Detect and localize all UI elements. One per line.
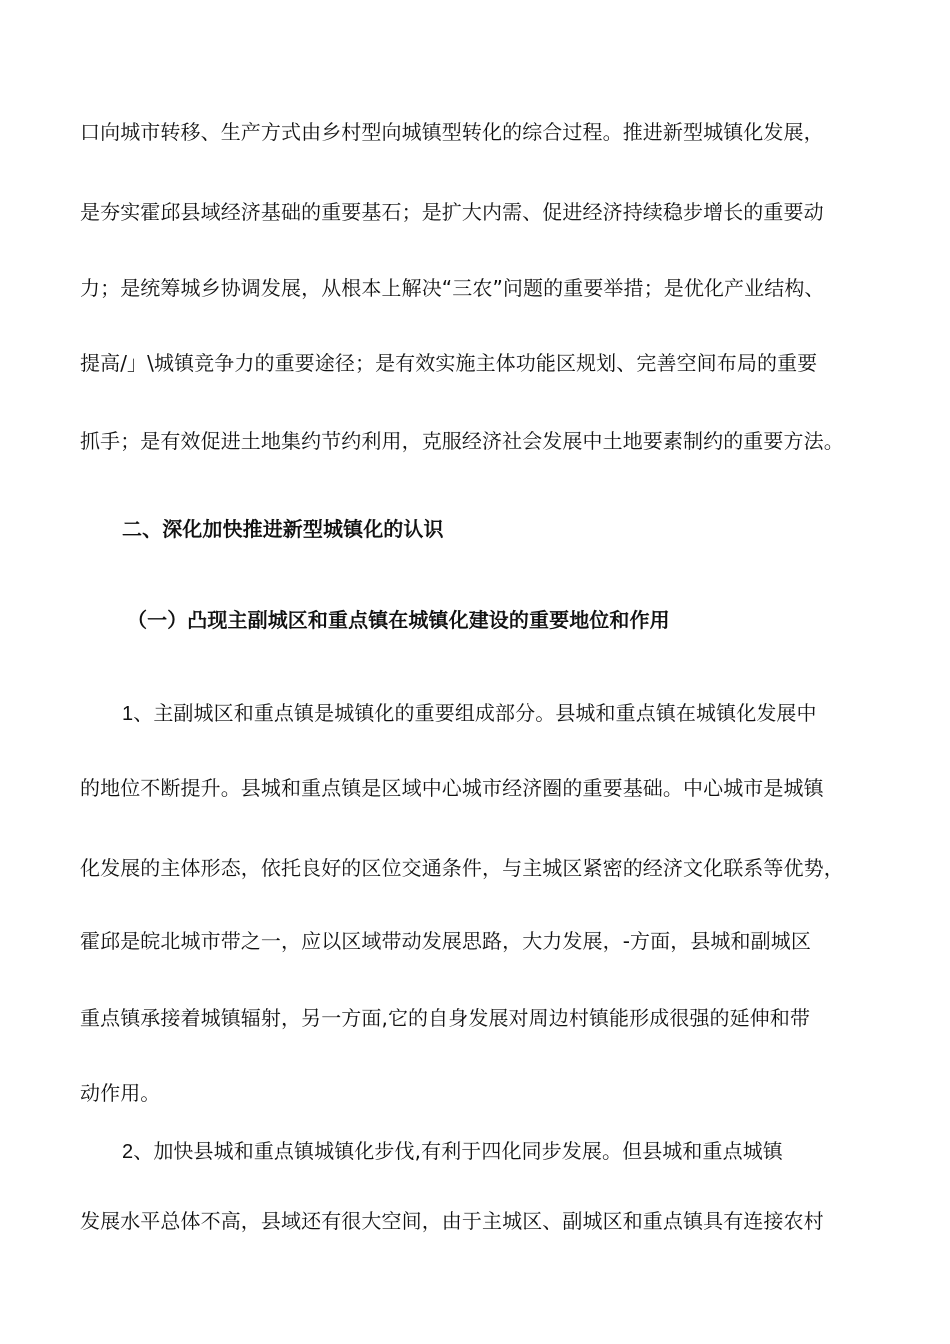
subsection-heading: （一）凸现主副城区和重点镇在城镇化建设的重要地位和作用 <box>127 608 670 632</box>
list-item-text: 、主副城区和重点镇是城镇化的重要组成部分。县城和重点镇在城镇化发展中 <box>133 701 817 725</box>
paragraph-line: 的地位不断提升。县城和重点镇是区域中心城市经济圈的重要基础。中心城市是城镇 <box>80 776 824 800</box>
paragraph-line: 是夯实霍邱县域经济基础的重要基石；是扩大内需、促进经济持续稳步增长的重要动 <box>80 200 824 224</box>
list-item-text: 、加快县城和重点镇城镇化步伐,有利于四化同步发展。但县城和重点城镇 <box>133 1139 783 1163</box>
paragraph-line: 动作用。 <box>80 1081 161 1105</box>
section-heading: 二、深化加快推进新型城镇化的认识 <box>122 517 444 541</box>
list-item-number: 1 <box>122 703 134 725</box>
paragraph-line: 重点镇承接着城镇辐射，另一方面,它的自身发展对周边村镇能形成很强的延伸和带 <box>80 1006 811 1030</box>
list-item-number: 2 <box>122 1141 134 1163</box>
list-item-first-line <box>122 700 922 727</box>
paragraph-line: 化发展的主体形态，依托良好的区位交通条件，与主城区紧密的经济文化联系等优势， <box>80 856 844 880</box>
paragraph-line: 抓手；是有效促进土地集约节约利用，克服经济社会发展中土地要素制约的重要方法。 <box>80 429 844 453</box>
paragraph-line: 霍邱是皖北城市带之一，应以区域带动发展思路，大力发展，-方面，县城和副城区 <box>80 929 811 953</box>
paragraph-line: 提高/」\城镇竞争力的重要途径；是有效实施主体功能区规划、完善空间布局的重要 <box>80 351 818 375</box>
paragraph-line: 发展水平总体不高，县域还有很大空间，由于主城区、副城区和重点镇具有连接农村 <box>80 1209 824 1233</box>
list-item-first-line <box>122 1138 922 1165</box>
paragraph-line: 力；是统筹城乡协调发展，从根本上解决“三农”问题的重要举措；是优化产业结构、 <box>80 276 825 300</box>
paragraph-line: 口向城市转移、生产方式由乡村型向城镇型转化的综合过程。推进新型城镇化发展， <box>80 120 824 144</box>
